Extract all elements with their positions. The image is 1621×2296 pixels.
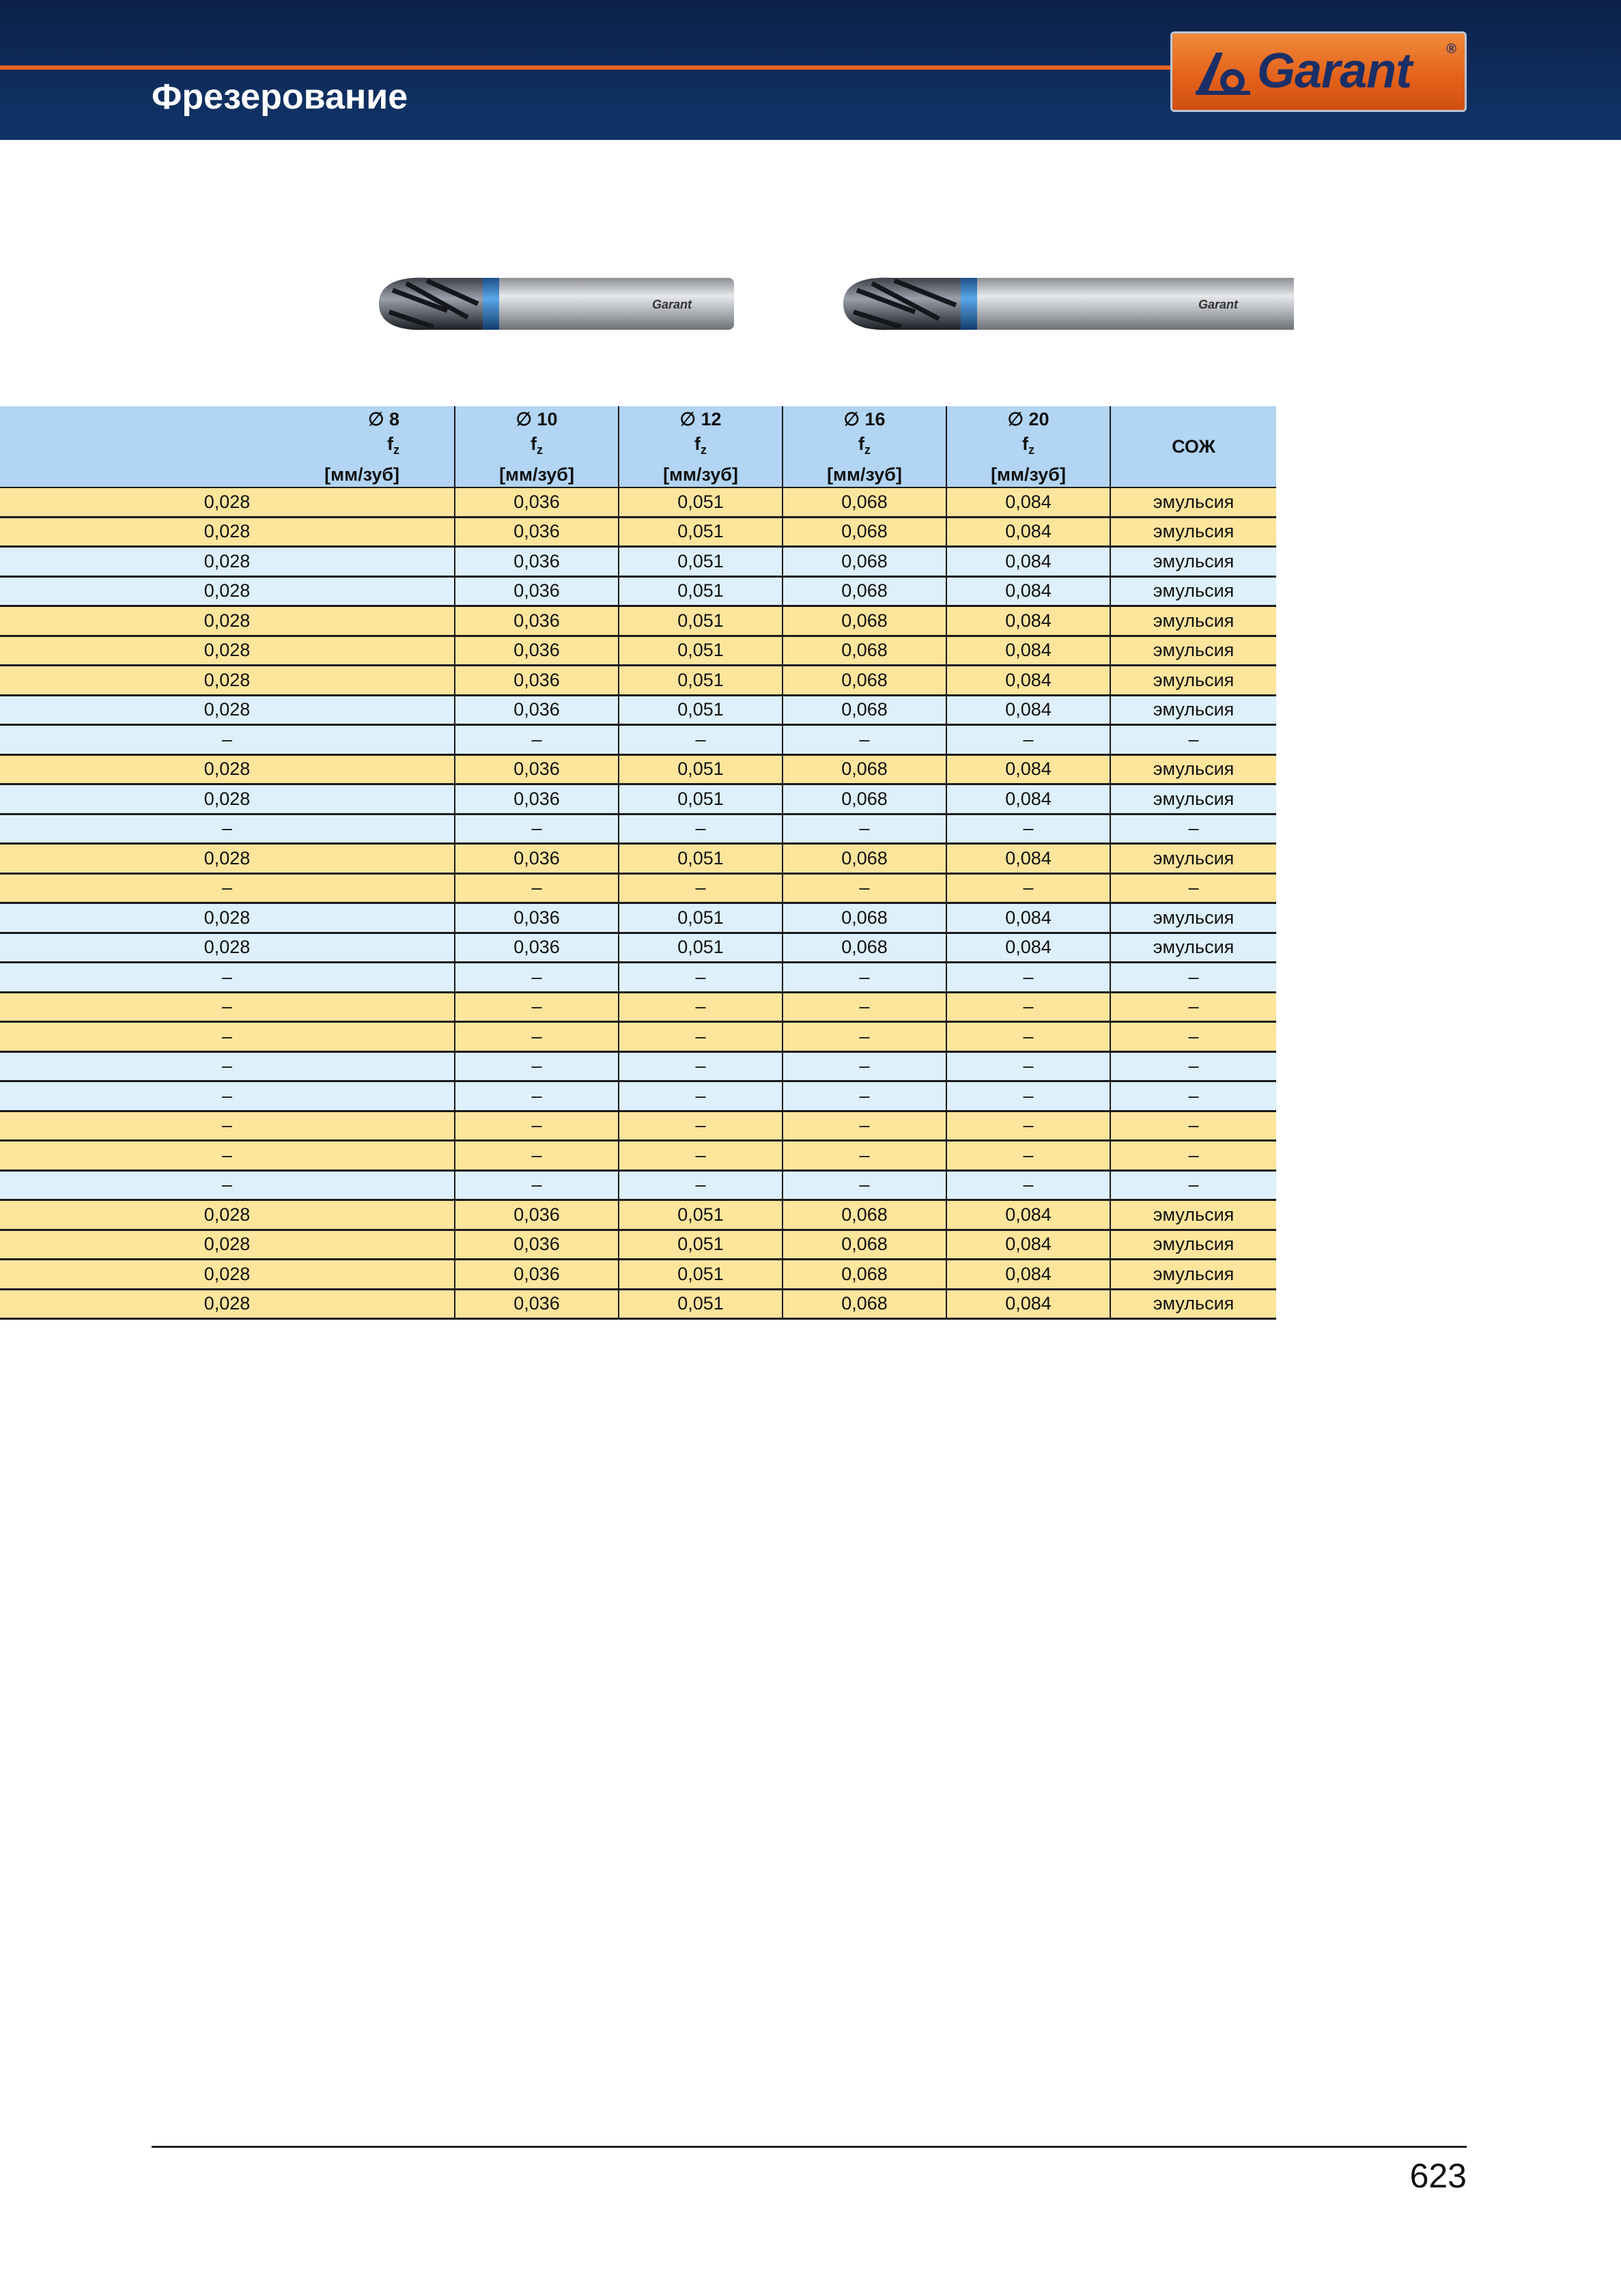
feed-rate-cell: –: [619, 1170, 783, 1200]
feed-rate-cell: 0,051: [619, 517, 783, 547]
feed-rate-cell: 0,028: [0, 1200, 455, 1230]
feed-rate-cell: 0,068: [783, 517, 946, 547]
page-header: [0, 0, 1621, 140]
feed-rate-cell: 0,068: [783, 1260, 946, 1290]
feed-rate-cell: –: [455, 1170, 619, 1200]
table-row: [0, 606, 1276, 636]
feed-rate-cell: –: [946, 1111, 1110, 1141]
feed-rate-cell: 0,028: [0, 606, 455, 636]
feed-rate-cell: 0,028: [0, 903, 455, 933]
feed-rate-cell: 0,084: [946, 636, 1110, 666]
feed-rate-cell: –: [455, 992, 619, 1022]
feed-rate-cell: 0,084: [946, 903, 1110, 933]
feed-rate-cell: –: [455, 1051, 619, 1081]
garant-logo: [1170, 31, 1467, 112]
feed-rate-cell: 0,051: [619, 754, 783, 784]
feed-rate-cell: –: [783, 1111, 946, 1141]
coolant-cell: –: [1110, 1111, 1276, 1141]
feed-rate-cell: 0,051: [619, 666, 783, 696]
feed-rate-cell: 0,036: [455, 666, 619, 696]
feed-rate-cell: –: [783, 725, 946, 755]
feed-rate-cell: 0,036: [455, 487, 619, 517]
feed-rate-cell: 0,068: [783, 636, 946, 666]
table-row: [0, 547, 1276, 577]
column-header-d8: ∅ 8 $f_z$ [мм/зуб]: [0, 406, 455, 487]
feed-rate-cell: 0,084: [946, 1289, 1110, 1319]
feed-rate-cell: –: [946, 1081, 1110, 1111]
feed-rate-cell: 0,068: [783, 1200, 946, 1230]
coolant-cell: –: [1110, 873, 1276, 903]
feed-rate-cell: 0,051: [619, 576, 783, 606]
table-row: [0, 517, 1276, 547]
feed-rate-cell: 0,036: [455, 636, 619, 666]
feed-rate-cell: 0,028: [0, 547, 455, 577]
column-header-d12: ∅ 12 $f_z$ [мм/зуб]: [619, 406, 783, 487]
tool-label: Garant: [652, 298, 692, 311]
feed-rate-cell: 0,068: [783, 487, 946, 517]
page-title: Фрезерование: [152, 77, 408, 117]
coolant-cell: эмульсия: [1110, 576, 1276, 606]
feed-rate-cell: 0,028: [0, 487, 455, 517]
feed-rate-cell: –: [455, 1081, 619, 1111]
feed-rate-cell: 0,028: [0, 1289, 455, 1319]
table-row: [0, 1141, 1276, 1171]
coolant-cell: эмульсия: [1110, 695, 1276, 725]
feed-rate-cell: 0,036: [455, 754, 619, 784]
feed-rate-cell: 0,028: [0, 636, 455, 666]
feed-rate-cell: 0,036: [455, 784, 619, 814]
feed-rate-cell: 0,068: [783, 606, 946, 636]
feed-rate-cell: –: [619, 814, 783, 844]
coolant-cell: –: [1110, 814, 1276, 844]
feed-rate-cell: 0,084: [946, 576, 1110, 606]
feed-rate-cell: –: [455, 1111, 619, 1141]
feed-rate-cell: –: [0, 1081, 455, 1111]
feed-rate-cell: –: [946, 1051, 1110, 1081]
table-row: [0, 992, 1276, 1022]
feed-rate-cell: 0,036: [455, 933, 619, 963]
coolant-cell: эмульсия: [1110, 754, 1276, 784]
coolant-cell: эмульсия: [1110, 784, 1276, 814]
coolant-cell: эмульсия: [1110, 487, 1276, 517]
feed-rate-cell: –: [0, 1141, 455, 1171]
feed-rate-cell: –: [619, 1022, 783, 1052]
table-row: [0, 487, 1276, 517]
feed-rate-cell: –: [455, 873, 619, 903]
feed-rate-cell: –: [455, 814, 619, 844]
table-row: [0, 784, 1276, 814]
feed-rate-cell: 0,051: [619, 1260, 783, 1290]
table-row: [0, 1260, 1276, 1290]
feed-rate-cell: –: [619, 725, 783, 755]
coolant-cell: эмульсия: [1110, 1200, 1276, 1230]
feed-rate-cell: 0,036: [455, 606, 619, 636]
table-row: [0, 903, 1276, 933]
feed-rate-cell: 0,051: [619, 487, 783, 517]
column-header-d20: ∅ 20 $f_z$ [мм/зуб]: [946, 406, 1110, 487]
feed-rate-cell: 0,036: [455, 547, 619, 577]
registered-mark: ®: [1446, 42, 1456, 57]
feed-rate-cell: 0,068: [783, 844, 946, 874]
table-row: [0, 1289, 1276, 1319]
coolant-cell: –: [1110, 1022, 1276, 1052]
feed-rate-cell: 0,084: [946, 1260, 1110, 1290]
feed-rate-cell: 0,068: [783, 695, 946, 725]
feed-rate-cell: –: [0, 725, 455, 755]
feed-rate-cell: –: [783, 1141, 946, 1171]
garant-logo-icon: [1193, 50, 1254, 98]
coolant-cell: –: [1110, 1081, 1276, 1111]
table-header-row: [0, 406, 1276, 487]
coolant-cell: –: [1110, 1141, 1276, 1171]
table-row: [0, 873, 1276, 903]
feed-rate-cell: –: [619, 1141, 783, 1171]
feed-rate-cell: –: [946, 963, 1110, 993]
feed-rate-cell: 0,036: [455, 695, 619, 725]
feed-rate-cell: 0,084: [946, 933, 1110, 963]
table-row: [0, 1051, 1276, 1081]
feed-rate-cell: –: [619, 1051, 783, 1081]
coolant-cell: –: [1110, 963, 1276, 993]
coolant-cell: эмульсия: [1110, 903, 1276, 933]
feed-rate-cell: 0,068: [783, 903, 946, 933]
feed-rate-cell: –: [619, 873, 783, 903]
feed-rate-cell: –: [619, 992, 783, 1022]
feed-rate-cell: –: [0, 992, 455, 1022]
coolant-cell: эмульсия: [1110, 1289, 1276, 1319]
feed-rate-cell: 0,068: [783, 933, 946, 963]
feed-rate-cell: 0,068: [783, 666, 946, 696]
end-mill-image-small: [365, 270, 748, 338]
table-row: [0, 695, 1276, 725]
feed-rate-cell: 0,036: [455, 903, 619, 933]
table-row: [0, 814, 1276, 844]
feed-rate-cell: –: [0, 1022, 455, 1052]
table-row: [0, 636, 1276, 666]
feed-rate-cell: 0,051: [619, 547, 783, 577]
feed-rate-cell: 0,028: [0, 1230, 455, 1260]
feed-rate-cell: –: [455, 963, 619, 993]
coolant-cell: –: [1110, 1170, 1276, 1200]
table-row: [0, 666, 1276, 696]
feed-rate-cell: 0,028: [0, 1260, 455, 1290]
feed-rate-cell: –: [783, 992, 946, 1022]
coolant-cell: эмульсия: [1110, 636, 1276, 666]
feed-rate-cell: 0,084: [946, 754, 1110, 784]
feed-rate-cell: –: [0, 814, 455, 844]
logo-text: Garant: [1257, 44, 1412, 98]
feed-rate-cell: 0,028: [0, 576, 455, 606]
feed-rate-cell: 0,028: [0, 517, 455, 547]
column-header-d16: ∅ 16 $f_z$ [мм/зуб]: [783, 406, 946, 487]
feed-rate-cell: –: [455, 1141, 619, 1171]
page-number: 623: [1409, 2157, 1467, 2195]
feed-rate-cell: –: [783, 873, 946, 903]
feed-rate-cell: –: [619, 963, 783, 993]
feed-rate-cell: –: [946, 1170, 1110, 1200]
feed-rate-cell: –: [783, 963, 946, 993]
feed-rate-cell: 0,028: [0, 754, 455, 784]
feed-rate-cell: 0,051: [619, 1289, 783, 1319]
coolant-cell: –: [1110, 1051, 1276, 1081]
feed-rate-cell: 0,068: [783, 547, 946, 577]
feed-rate-cell: 0,036: [455, 517, 619, 547]
table-row: [0, 1170, 1276, 1200]
coolant-cell: эмульсия: [1110, 933, 1276, 963]
feed-rate-cell: 0,084: [946, 695, 1110, 725]
coolant-cell: –: [1110, 725, 1276, 755]
feed-rate-cell: 0,051: [619, 903, 783, 933]
feed-rate-cell: 0,051: [619, 844, 783, 874]
feed-rate-cell: 0,051: [619, 1230, 783, 1260]
feed-rate-cell: 0,036: [455, 1260, 619, 1290]
table-row: [0, 844, 1276, 874]
feed-rate-cell: 0,036: [455, 1230, 619, 1260]
feed-rate-cell: 0,051: [619, 1200, 783, 1230]
feed-rate-cell: –: [946, 1022, 1110, 1052]
table-row: [0, 754, 1276, 784]
feed-rate-cell: –: [783, 1022, 946, 1052]
column-header-coolant: СОЖ: [1110, 406, 1276, 487]
tool-label: Garant: [1198, 298, 1239, 311]
feed-rate-cell: 0,068: [783, 1289, 946, 1319]
feed-rate-cell: –: [946, 992, 1110, 1022]
feed-rate-cell: –: [619, 1111, 783, 1141]
feed-rate-cell: 0,084: [946, 547, 1110, 577]
feed-rate-cell: 0,036: [455, 1200, 619, 1230]
feed-rate-cell: 0,028: [0, 844, 455, 874]
end-mill-image-large: [830, 270, 1294, 338]
feed-rate-cell: 0,068: [783, 1230, 946, 1260]
feed-rate-cell: –: [455, 725, 619, 755]
feed-rate-cell: 0,051: [619, 606, 783, 636]
feed-rate-cell: 0,084: [946, 606, 1110, 636]
table-row: [0, 963, 1276, 993]
feed-rate-cell: –: [946, 1141, 1110, 1171]
feed-rate-cell: –: [783, 1051, 946, 1081]
feed-rate-cell: –: [946, 814, 1110, 844]
feed-rate-cell: –: [783, 1081, 946, 1111]
feed-rate-cell: 0,036: [455, 1289, 619, 1319]
feed-rate-cell: –: [946, 873, 1110, 903]
coolant-cell: –: [1110, 992, 1276, 1022]
feed-rate-cell: 0,068: [783, 576, 946, 606]
feed-rate-cell: 0,084: [946, 487, 1110, 517]
feed-rate-cell: –: [455, 1022, 619, 1052]
coolant-cell: эмульсия: [1110, 1230, 1276, 1260]
feed-rate-cell: –: [946, 725, 1110, 755]
table-row: [0, 1081, 1276, 1111]
feed-rate-cell: 0,068: [783, 754, 946, 784]
table-row: [0, 933, 1276, 963]
feed-rate-table: [0, 406, 1276, 1320]
feed-rate-cell: –: [0, 873, 455, 903]
table-row: [0, 1111, 1276, 1141]
feed-rate-cell: –: [783, 1170, 946, 1200]
coolant-cell: эмульсия: [1110, 666, 1276, 696]
coolant-cell: эмульсия: [1110, 547, 1276, 577]
table-row: [0, 725, 1276, 755]
footer-divider: [152, 2146, 1467, 2148]
feed-rate-cell: –: [0, 1051, 455, 1081]
feed-rate-cell: 0,084: [946, 844, 1110, 874]
feed-rate-cell: 0,036: [455, 576, 619, 606]
table-row: [0, 1230, 1276, 1260]
feed-rate-cell: 0,068: [783, 784, 946, 814]
feed-rate-cell: 0,028: [0, 933, 455, 963]
table-row: [0, 576, 1276, 606]
feed-rate-cell: 0,051: [619, 784, 783, 814]
feed-rate-cell: 0,084: [946, 1230, 1110, 1260]
feed-rate-cell: 0,084: [946, 666, 1110, 696]
header-accent-line: [0, 66, 1174, 70]
feed-rate-cell: –: [0, 1111, 455, 1141]
feed-rate-cell: 0,084: [946, 784, 1110, 814]
feed-rate-cell: –: [783, 814, 946, 844]
feed-rate-cell: 0,051: [619, 933, 783, 963]
table-row: [0, 1022, 1276, 1052]
feed-rate-cell: –: [619, 1081, 783, 1111]
coolant-cell: эмульсия: [1110, 844, 1276, 874]
coolant-cell: эмульсия: [1110, 606, 1276, 636]
feed-rate-cell: –: [0, 1170, 455, 1200]
coolant-cell: эмульсия: [1110, 1260, 1276, 1290]
feed-rate-cell: 0,084: [946, 1200, 1110, 1230]
column-header-d10: ∅ 10 $f_z$ [мм/зуб]: [455, 406, 619, 487]
table-body: [0, 487, 1276, 1319]
feed-rate-cell: 0,036: [455, 844, 619, 874]
feed-rate-cell: 0,028: [0, 666, 455, 696]
feed-rate-cell: 0,051: [619, 695, 783, 725]
table-row: [0, 1200, 1276, 1230]
feed-rate-cell: –: [0, 963, 455, 993]
feed-rate-cell: 0,084: [946, 517, 1110, 547]
coolant-cell: эмульсия: [1110, 517, 1276, 547]
feed-rate-cell: 0,028: [0, 695, 455, 725]
feed-rate-cell: 0,051: [619, 636, 783, 666]
feed-rate-cell: 0,028: [0, 784, 455, 814]
